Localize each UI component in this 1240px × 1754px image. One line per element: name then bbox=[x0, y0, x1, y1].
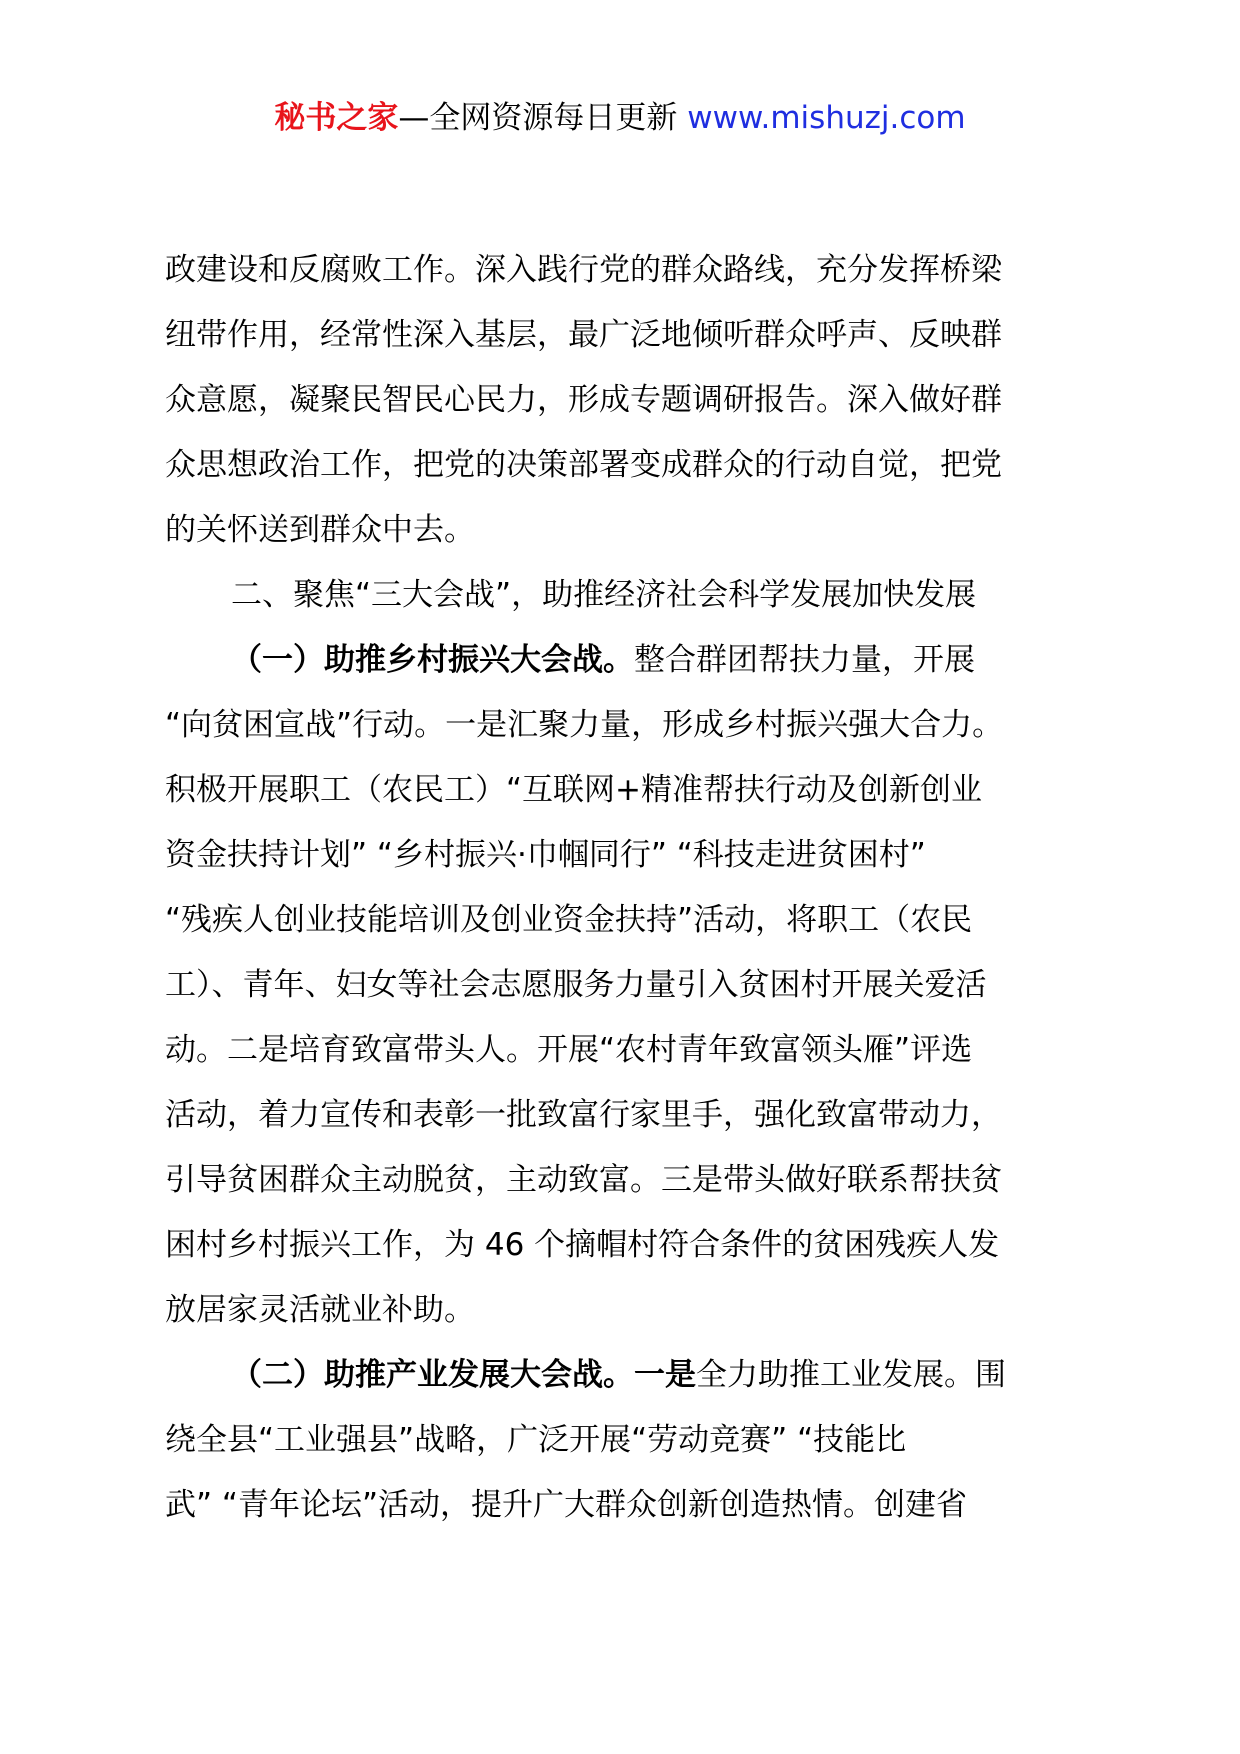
text-run: 整合群团帮扶力量，开展 bbox=[634, 642, 975, 678]
section-2-heading-paragraph bbox=[165, 563, 1085, 628]
text-line: 困村乡村振兴工作，为 46 个摘帽村符合条件的贫困残疾人发 bbox=[165, 1227, 1000, 1263]
text-line: 政建设和反腐败工作。深入践行党的群众路线，充分发挥桥梁 bbox=[165, 252, 1002, 288]
text-run: 全力助推工业发展。围 bbox=[696, 1357, 1006, 1393]
document-body bbox=[165, 238, 1085, 1538]
text-line: 武” “青年论坛”活动，提升广大群众创新创造热情。创建省 bbox=[165, 1487, 968, 1523]
section-heading: 二、聚焦“三大会战”，助推经济社会科学发展加快发展 bbox=[231, 577, 977, 613]
website-url[interactable]: www.mishuzj.com bbox=[687, 100, 966, 136]
text-line: 工）、青年、妇女等社会志愿服务力量引入贫困村开展关爱活 bbox=[165, 967, 987, 1003]
paragraph-3 bbox=[165, 1343, 1085, 1538]
header-slogan: —全网资源每日更新 bbox=[398, 100, 688, 136]
text-line: “向贫困宣战”行动。一是汇聚力量，形成乡村振兴强大合力。 bbox=[165, 707, 1004, 743]
text-line: 引导贫困群众主动脱贫，主动致富。三是带头做好联系帮扶贫 bbox=[165, 1162, 1002, 1198]
text-line: 的关怀送到群众中去。 bbox=[165, 512, 475, 548]
text-line: 资金扶持计划” “乡村振兴·巾帼同行” “科技走进贫困村” bbox=[165, 837, 926, 873]
text-line: “残疾人创业技能培训及创业资金扶持”活动，将职工（农民 bbox=[165, 902, 973, 938]
subsection-heading: （一）助推乡村振兴大会战。 bbox=[231, 642, 634, 678]
page-header bbox=[0, 98, 1240, 138]
brand-name: 秘书之家 bbox=[274, 100, 399, 136]
text-line: 积极开展职工（农民工）“互联网+精准帮扶行动及创新创业 bbox=[165, 772, 983, 808]
paragraph-2 bbox=[165, 628, 1085, 1343]
paragraph-first-line bbox=[165, 1343, 1085, 1408]
text-line: 众思想政治工作，把党的决策部署变成群众的行动自觉，把党 bbox=[165, 447, 1002, 483]
text-line: 众意愿，凝聚民智民心民力，形成专题调研报告。深入做好群 bbox=[165, 382, 1002, 418]
subsection-heading: （二）助推产业发展大会战。一是 bbox=[231, 1357, 696, 1393]
paragraph-first-line bbox=[165, 628, 1085, 693]
text-line: 绕全县“工业强县”战略，广泛开展“劳动竞赛” “技能比 bbox=[165, 1422, 907, 1458]
text-line: 纽带作用，经常性深入基层，最广泛地倾听群众呼声、反映群 bbox=[165, 317, 1002, 353]
text-line: 活动，着力宣传和表彰一批致富行家里手，强化致富带动力， bbox=[165, 1097, 1002, 1133]
paragraph-1 bbox=[165, 238, 1085, 563]
text-line: 放居家灵活就业补助。 bbox=[165, 1292, 475, 1328]
text-line: 动。二是培育致富带头人。开展“农村青年致富领头雁”评选 bbox=[165, 1032, 973, 1068]
